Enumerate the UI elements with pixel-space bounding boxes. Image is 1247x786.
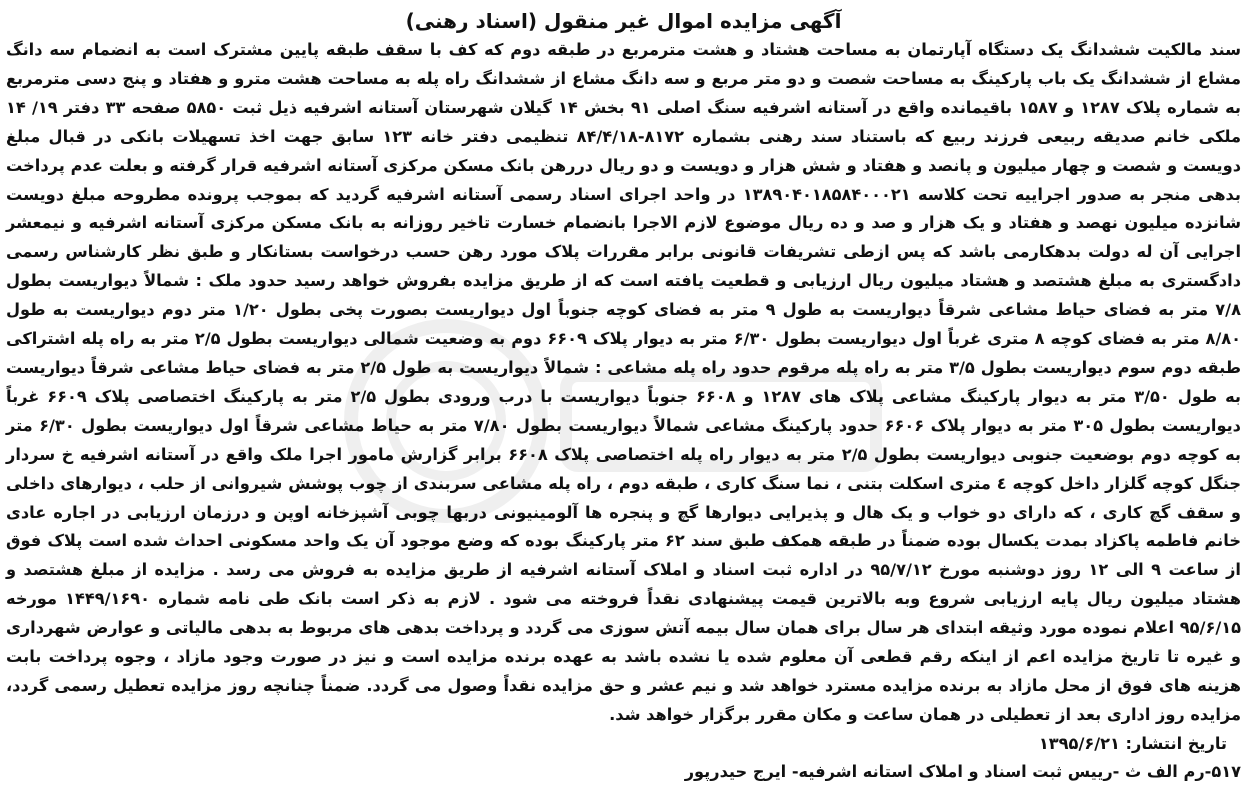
auction-notice: [6, 6, 1241, 781]
notice-body: سند مالکیت ششدانگ یک دستگاه آپارتمان به مساحت هشتاد و هشت مترمربع در طبقه دوم که کف با سقف طبقه پایین مشترک است به انضمام سه دانگ مشاع از ششدانگ یک باب پارکینگ به مساحت شصت و دو متر مربع و سه دانگ مشاع از ششدانگ راه پله به مساحت هشت مترو و هفتاد و پنج دسی مترمربع به شماره پلاک ۱۲۸۷ و ۱۵۸۷ باقیمانده واقع در آستانه اشرفیه سنگ اصلی ۹۱ بخش ۱۴ گیلان شهرستان آستانه اشرفیه ذیل ثبت ۵۸۵۰ صفحه ۳۳ دفتر ۱۹/ ۱۴ ملکی خانم صدیقه ربیعی فرزند ربیع که باستناد سند رهنی بشماره ۸۱۷۲-۸۴/۴/۱۸ تنظیمی دفتر خانه ۱۲۳ سابق جهت اخذ تسهیلات بانکی در قبال مبلغ دویست و شصت و چهار میلیون و پانصد و هفتاد و شش هزار و دویست و دو ریال دررهن بانک مسکن مرکزی آستانه اشرفیه قرار گرفته و بعلت عدم پرداخت بدهی منجر به صدور اجراییه تحت کلاسه ۱۳۸۹۰۴۰۱۸۵۸۴۰۰۰۲۱ در واحد اجرای اسناد رسمی آستانه اشرفیه گردید که بموجب پرونده مطروحه مبلغ دویست شانزده میلیون نهصد و هفتاد و یک هزار و صد و ده ریال موضوع لازم الاجرا بانضمام خسارت تاخیر روزانه به بانک مسکن مرکزی آستانه اشرفیه و نیمعشر اجرایی آن له دولت بدهکارمی باشد که پس ازطی تشریفات قانونی برابر مقررات پلاک مورد رهن حسب درخواست بستانکار و طبق نظر کارشناس رسمی دادگستری به مبلغ هشتصد و هشتاد میلیون ریال ارزیابی و قطعیت یافته است که از طریق مزایده بفروش خواهد رسید حدود ملک : شمالاً دیواریست بطول ۷/۸ متر به فضای حیاط مشاعی شرقاً دیواریست به طول ۹ متر به فضای کوچه جنوباً اول دیواریست بصورت پخی بطول ۱/۲۰ متر دوم دیواریست به طول ۸/۸۰ متر به فضای کوچه ۸ متری غرباً اول دیواریست بطول ۶/۳۰ متر به دیوار پلاک ۶۶۰۹ دوم به وضعیت شمالی دیواریست بطول ۲/۵ متر به راه پله اشتراکی طبقه دوم سوم دیواریست بطول ۳/۵ متر به راه پله مرقوم حدود راه پله مشاعی : شمالاً دیواریست به طول ۲/۵ متر به فضای حیاط مشاعی شرقاً دیواریست به طول ۳/۵۰ متر به دیوار پارکینگ مشاعی پلاک های ۱۲۸۷ و ۶۶۰۸ جنوباً دیواریست با درب ورودی بطول ۲/۵ متر به پارکینگ اختصاصی پلاک ۶۶۰۹ غرباً دیواریست بطول ۳۰۵ متر به دیوار پلاک ۶۶۰۶ حدود پارکینگ مشاعی شمالاً دیواریست بطول ۷/۸۰ متر به حیاط مشاعی شرقاً اول دیواریست بطول ۶/۳۰ متر به کوچه دوم بوضعیت جنوبی دیواریست بطول ۲/۵ متر به دیوار راه پله اختصاصی پلاک ۶۶۰۸ برابر گزارش مامور اجرا ملک واقع در آستانه اشرفیه خ سردار جنگل کوچه گلزار داخل کوچه ٤ متری اسکلت بتنی ، نما سنگ کاری ، طبقه دوم ، راه پله مشاعی سربندی از چوب پوشش شیروانی از حلب ، دیوارهای داخلی و سقف گچ کاری ، که دارای دو خواب و یک هال و پذیرایی دیوارها گچ و پنجره ها آلومینیونی دربها چوبی آشپزخانه اوپن و درزمان ارزیابی در اجاره عادی خانم فاطمه پاکزاد بمدت یکسال بوده ضمناً در طبقه همکف طبق سند ۶۲ متر پارکینگ بوده که وضع موجود آن یک واحد مسکونی احداث شده است پلاک فوق از ساعت ۹ الی ۱۲ روز دوشنبه مورخ ۹۵/۷/۱۲ در اداره ثبت اسناد و املاک آستانه اشرفیه از طریق مزایده به فروش می رسد . مزایده از مبلغ هشتصد و هشتاد میلیون ریال پایه ارزیابی شروع وبه بالاترین قیمت پیشنهادی نقداً فروخته می شود . لازم به ذکر است بانک طی نامه شماره ۱۴۴۹/۱۶۹۰ مورخه ۹۵/۶/۱۵ اعلام نموده مورد وثیقه ابتدای هر سال برای همان سال بیمه آتش سوزی می گردد و پرداخت بدهی های مربوط به بدهی مالیاتی و عوارض شهرداری و غیره تا تاریخ مزایده اعم از اینکه رقم قطعی آن معلوم شده یا نشده باشد به عهده برنده مزایده است و نیز در صورت وجود مازاد ، وجوه پرداخت بابت هزینه های فوق از محل مازاد به برنده مزایده مسترد خواهد شد و نیم عشر و حق مزایده نقداً وصول می گردد. ضمناً چنانچه روز مزایده تعطیل رسمی گردد، مزایده روز اداری بعد از تعطیلی در همان ساعت و مکان مقرر برگزار خواهد شد.: [6, 40, 1241, 724]
publish-date: تاریخ انتشار: ۱۳۹۵/۶/۲۱: [1038, 733, 1227, 753]
signature-line: ۵۱۷-رم الف ث -رییس ثبت اسناد و املاک استانه اشرفیه- ایرج حیدرپور: [684, 761, 1241, 781]
notice-title: آگهی مزایده اموال غیر منقول (اسناد رهنی): [405, 9, 842, 33]
